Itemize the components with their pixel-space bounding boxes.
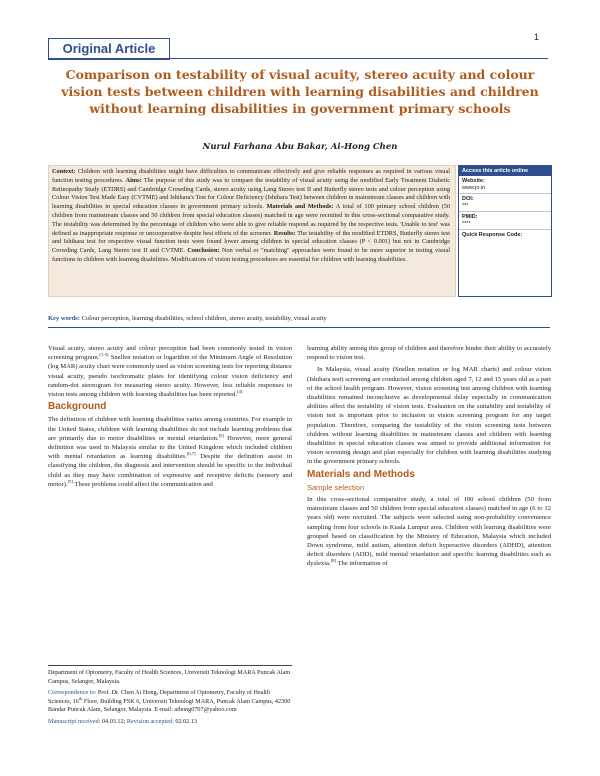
sample-text: In this cross-sectional comparative study, a total of 100 school children (50 from mainstream classes and 50 children from special education classes) matched in age (6 to 12 years old) were recruited. The subjects were selected using non-probability convenience sampling from four schools in Kuala Lumpur area. Children with learning disabilities were grouped based on classification by the Ministry of Education, Malaysia which included Down syndrome, mild autism, attention deficit hyperactive disorders (ADHD), attention deficit disorders (ADD), mild mental retardation and specific learning disabilities such as dyslexia.: [307, 496, 551, 568]
pmid-label: PMID:: [462, 214, 478, 220]
right-column: [307, 344, 551, 572]
citation[interactable]: [5]: [67, 478, 73, 484]
abstract-context: Children with learning disabilities might have difficulties to communicate effectively and give reliable responses as required in various visual function testing procedures.: [52, 168, 450, 184]
abstract-methods-label: Materials and Methods:: [266, 203, 334, 211]
right-paragraph-3: [307, 495, 551, 569]
correspondence: [48, 689, 292, 715]
right-paragraph-1: learning ability among this group of children and therefore hinder their ability to accurately respond to vision test.: [307, 345, 551, 362]
received-label: Manuscript received:: [48, 717, 101, 725]
background-text-cont2: Despite the definition assist in classifying the children, the diagnosis and intervention should be specific to the individual child as they may have combination of expressive and receptive deficits (sensory and motor).: [48, 453, 292, 488]
page-number: 1: [534, 32, 540, 42]
intro-paragraph: [48, 344, 292, 399]
citation[interactable]: [4]: [236, 388, 243, 394]
background-text-cont3: These problems could affect the communication and: [72, 480, 213, 488]
keywords-rule: [48, 327, 550, 328]
intro-text-cont: Snellen notation or logarithm of the Minimum Angle of Resolution (log MAR) acuity chart were commonly used as vision screening tests for reporting distance visual acuity, pseudo isochromatic plates for identifying colour vision deficiency and random-dot stereogram for measuring stereo acuity. However, less reliable responses to vision tests among children with learning disabilities has been reported.: [48, 354, 292, 399]
citation[interactable]: [8]: [330, 558, 336, 564]
background-heading: Background: [48, 401, 107, 413]
accepted-date: 02.02.13: [173, 717, 197, 725]
doi-label: DOI:: [462, 196, 474, 202]
received-date: 04.03.12;: [100, 717, 126, 725]
access-qr-row: [459, 230, 551, 240]
background-text: The definition of children with learning disabilities varies among countries. For example in the United States, children with learning disabilities do not include learning problems that are primarily due to motor disabilities or mental retardation.: [48, 416, 292, 442]
methods-heading: Materials and Methods: [307, 468, 415, 480]
left-column: [48, 344, 292, 492]
article-type-badge: Original Article: [48, 38, 170, 60]
intro-text: Visual acuity, stereo acuity and colour perception had been commonly tested in vision screening program.: [48, 345, 292, 362]
sample-selection-heading: Sample selection: [307, 482, 365, 492]
affiliation: Department of Optometry, Faculty of Health Sciences, Universiti Teknologi MARA Puncak Alam Campus, Selangor, Malaysia.: [48, 669, 291, 685]
access-box-heading: Access this article online: [459, 166, 551, 176]
abstract-results: The testability of the modified ETDRS, Butterfly stereo test and Ishihara test for respective visual function tests were found lower among children in special education classes (P < 0.001) but not in Cambridge Crowding Cards, Lang Stereo test II and CVTME.: [52, 229, 450, 255]
website-link[interactable]: www.jo.in: [462, 185, 486, 191]
sample-text-cont: The information of: [336, 560, 388, 568]
abstract-context-label: Context:: [52, 168, 76, 175]
footnote-rule: [48, 665, 292, 666]
background-paragraph: [48, 415, 292, 489]
abstract: [52, 168, 450, 265]
access-website-row: [459, 176, 551, 194]
manuscript-dates: [48, 718, 292, 727]
access-doi-row: [459, 194, 551, 212]
keywords: [48, 315, 558, 322]
citation[interactable]: [1-3]: [99, 352, 109, 358]
abstract-methods: A total of 100 primary school children (50 children from mainstream classes and 50 children from special education classes) matched in age were recruited in this cross-sectional comparative study. The testability was determined by the percentage of children who were able to give reliable respond as required by the respective tests. 'Unable to test' was defined as inappropriate response or uncooperative despite best efforts of the screener.: [52, 203, 451, 237]
abstract-conclusion: Non verbal or "matching" approaches were found to be more superior in testing visual functions in children with learning disabilities. Modifications of vision testing procedures are essential for children with learning disabilities.: [52, 247, 450, 263]
keywords-label: Key words:: [48, 315, 80, 322]
article-title: Comparison on testability of visual acuity, stereo acuity and colour vision tests between children with learning disabilities and children without learning disabilities in government primary schools: [61, 67, 539, 116]
abstract-aims-label: Aims:: [125, 176, 142, 184]
background-text-cont: However, more general definition was used in Malaysia similar to the United Kingdom which included children with mental retardation as learning disabilities.: [48, 434, 292, 461]
access-pmid-row: [459, 212, 551, 230]
correspondence-label: Correspondence to:: [48, 689, 97, 697]
accepted-label: Revision accepted:: [125, 717, 174, 725]
access-online-box: [458, 165, 552, 297]
correspondence-text: Prof. Dr. Chen Ai Hong, Department of Optometry, Faculty of Health Sciences, 16: [48, 689, 270, 705]
article-authors: Nurul Farhana Abu Bakar, Ai-Hong Chen: [202, 142, 398, 152]
keywords-text: Colour perception, learning disabilities, school children, stereo acuity, testability, visual acuity: [79, 315, 327, 322]
doi-value: ***: [462, 203, 469, 209]
abstract-aims: The purpose of this study was to compare the testability of visual acuity using the modified Early Treatment Diabetic Retinopathy Study (ETDRS) and Cambridge Crowding Cards, stereo acuity using Lang Stereo test II and Butterfly stereo tests and colour perception using Colour Vision Test Made Easy (CVTME) and Ishihara's Test for Colour Deficiency (Ishihara Test) between children in mainstream classes and children with learning disabilities in special education classes in government primary schools.: [52, 176, 450, 211]
pmid-value: ****: [462, 221, 471, 227]
ordinal-suffix: th: [78, 695, 83, 701]
footnotes: [48, 669, 292, 730]
abstract-results-label: Results:: [273, 229, 296, 237]
website-label: Website:: [462, 178, 485, 184]
citation[interactable]: [6,7]: [186, 451, 196, 457]
correspondence-text-cont: Floor, Building FSK 6, Universiti Teknologi MARA, Puncak Alam Campus, 42300 Bandar Puncak Alam, Selangor, Malaysia. E-mail: aihong0707@yahoo.com: [48, 697, 291, 714]
abstract-conclusion-label: Conclusion:: [187, 247, 220, 255]
header-rule: [48, 58, 548, 59]
citation[interactable]: [5]: [218, 432, 224, 438]
right-paragraph-2: In Malaysia, visual acuity (Snellen notation or log MAR charts) and colour vision (Ishihara test) screening are conducted among children aged 7, 12 and 15 years old as a part of the school health program. However, vision screening test among children with learning disabilities remained inconclusive as developmental delay especially in communication abilities affect the testability of vision tests. Evaluation on the suitability and testability of vision test is important prior to inclusion in vision screening program for any target population. Therefore, comparing the testability of the vision screening tests between children without learning disabilities in mainstream classes and children with learning disabilities in special education classes was aimed to provide additional information for vision screening design and plan especially for children with learning disabilities studying in the government primary schools.: [307, 366, 551, 466]
qr-code-label: Quick Response Code:: [462, 232, 523, 238]
